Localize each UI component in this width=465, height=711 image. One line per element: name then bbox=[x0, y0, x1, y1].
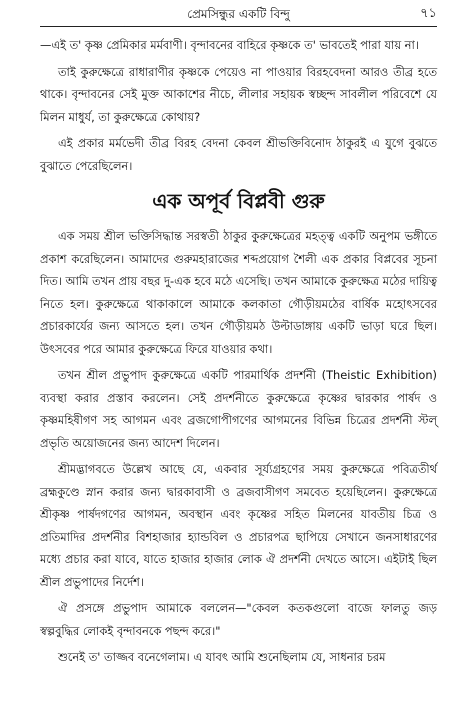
paragraph: শুনেই ত' তাজ্জব বনেগেলাম। এ যাবৎ আমি শুনেছিলাম যে, সাধনার চরম bbox=[58, 650, 386, 664]
running-header bbox=[40, 0, 437, 27]
running-title: প্রেমসিন্ধুর একটি বিন্দু bbox=[187, 7, 290, 21]
page-body bbox=[40, 34, 437, 673]
paragraph: শ্রীমদ্ভাগবতে উল্লেখ আছে যে, একবার সূর্য্যগ্রহণের সময় কুরুক্ষেত্রে পবিত্রতীর্থ ব্রহ্মকুণ্ডে স্নান করার জন্য দ্বারকাবাসী ও ব্রজবাসীগণ সমবেত হয়েছিলেন। কুরুক্ষেত্রে শ্রীকৃষ্ণ পার্ষদগণের আগমন, অবস্থান এবং কৃষ্ণের সহিত মিলনের যাবতীয় চিত্র ও প্রতিমাদির প্রদর্শনীর বিশহাজার হ্যান্ডবিল ও প্রচারপত্র ছাপিয়ে সেখানে জনসাধারণের মধ্যে প্রচার করা যাবে, যাতে হাজার হাজার লোক ঐ প্রদর্শনী দেখতে আসে। এইটাই ছিল শ্রীল প্রভুপাদের নির্দেশ। bbox=[40, 462, 437, 589]
page-number: ৭১ bbox=[420, 6, 437, 21]
paragraph: তাই কুরুক্ষেত্রে রাধারাণীর কৃষ্ণকে পেয়েও না পাওয়ার বিরহবেদনা আরও তীব্র হতে থাকে। বৃন্দাবনের সেই মুক্ত আকাশের নীচে, লীলার সহায়ক স্বচ্ছন্দ সাবলীল পরিবেশে যে মিলন মাধুর্য, তা কুরুক্ষেত্রে কোথায়? bbox=[40, 64, 437, 124]
paragraph: এই প্রকার মর্মভেদী তীব্র বিরহ বেদনা কেবল শ্রীভক্তিবিনোদ ঠাকুরই এ যুগে বুঝতে বুঝাতে পেরেছিলেন। bbox=[40, 136, 437, 173]
paragraph: ঐ প্রসঙ্গে প্রভুপাদ আমাকে বললেন—"কেবল কতকগুলো বাজে ফালতু জড় স্বল্পবুদ্ধির লোকই বৃন্দাবনকে পছন্দ করে।" bbox=[40, 601, 437, 638]
paragraph: —এই ত' কৃষ্ণ প্রেমিকার মর্মবাণী। বৃন্দাবনের বাহিরে কৃষ্ণকে ত' ভাবতেই পারা যায় না। bbox=[40, 38, 419, 52]
paragraph: তখন শ্রীল প্রভুপাদ কুরুক্ষেত্রে একটি পারমার্থিক প্রদর্শনী (Theistic Exhibition) ব্যবস্থা করার প্রস্তাব করলেন। সেই প্রদর্শনীতে কুরুক্ষেত্রে কৃষ্ণের দ্বারকার পার্ষদ ও কৃষ্ণমহিষীগণ সহ আগমন এবং ব্রজগোপীগণের আগমনের বিভিন্ন চিত্রের প্রদর্শনী স্টল্ প্রভৃতি অয়োজনের জন্য আদেশ দিলেন। bbox=[40, 368, 437, 450]
section-heading: এক অপূর্ব বিপ্লবী গুরু bbox=[152, 189, 325, 213]
paragraph: এক সময় শ্রীল ভক্তিসিদ্ধান্ত সরস্বতী ঠাকুর কুরুক্ষেত্রের মহত্ত্ব একটি অনুপম ভঙ্গীতে প্রকাশ করেছিলেন। আমাদের গুরুমহারাজের শব্দপ্রয়োগ শৈলী এক প্রকার বিপ্লবের সূচনা দিত। আমি তখন প্রায় বছর দু-এক হবে মঠে এসেছি। তখন আমাকে কুরুক্ষেত্র মঠের দায়িত্ব নিতে হল। কুরুক্ষেত্রে থাকাকালে আমাকে কলকাতা গৌড়ীয়মঠের বার্ষিক মহোৎসবের প্রচারকার্যের জন্য আসতে হল। তখন গৌড়ীয়মঠ উল্টাডাঙ্গায় একটি ভাড়া ঘরে ছিল। উৎসবের পরে আমার কুরুক্ষেত্রে ফিরে যাওয়ার কথা। bbox=[40, 229, 437, 356]
